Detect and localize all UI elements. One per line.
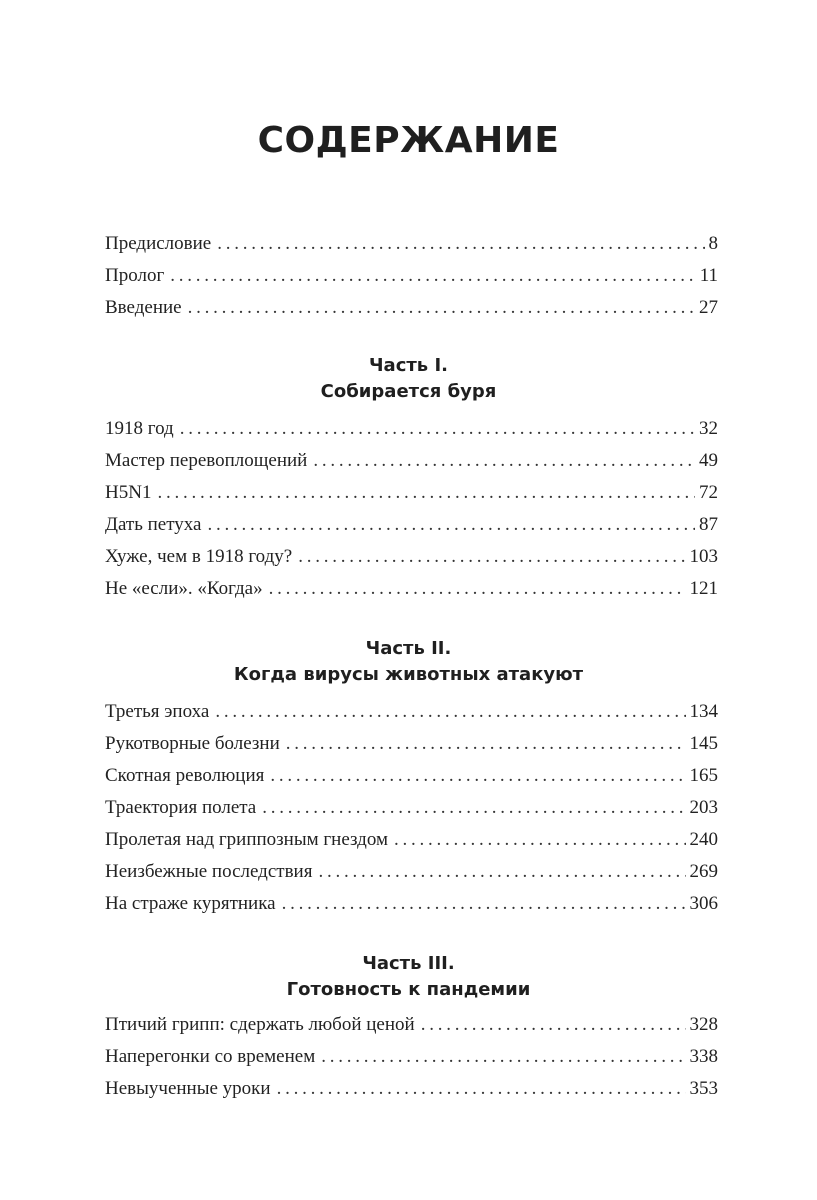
toc-entry-label: Мастер перевоплощений (105, 450, 308, 471)
toc-leader-dots (270, 765, 685, 787)
toc-entry (105, 1078, 718, 1110)
toc-entry-page: 328 (689, 1014, 718, 1035)
toc-entry-page: 103 (689, 546, 718, 567)
toc-entry (105, 829, 718, 861)
toc-leader-dots (277, 1078, 686, 1100)
toc-entry-label: Траектория полета (105, 797, 257, 818)
toc-entry-label: Предисловие (105, 233, 212, 254)
toc-entry-page: 121 (689, 578, 718, 599)
toc-part-1-section (105, 418, 718, 610)
toc-entry (105, 233, 718, 265)
part-name: Готовность к пандемии (286, 979, 531, 1000)
toc-entry-page: 11 (699, 265, 718, 286)
toc-entry-page: 8 (708, 233, 718, 254)
toc-entry-label: Пролог (105, 265, 165, 286)
part-name: Собирается буря (320, 381, 497, 402)
toc-entry-label: Не «если». «Когда» (105, 578, 263, 599)
toc-entry-page: 27 (699, 297, 718, 318)
toc-entry-page: 269 (689, 861, 718, 882)
toc-leader-dots (286, 733, 686, 755)
toc-entry-label: На страже курятника (105, 893, 276, 914)
part-name: Когда вирусы животных атакуют (233, 664, 584, 685)
toc-entry-label: Невыученные уроки (105, 1078, 271, 1099)
toc-entry-label: Дать петуха (105, 514, 202, 535)
toc-entry-label: H5N1 (105, 482, 152, 503)
toc-leader-dots (157, 482, 695, 504)
toc-leader-dots (180, 418, 695, 440)
toc-leader-dots (217, 233, 704, 255)
toc-entry-page: 49 (699, 450, 718, 471)
toc-leader-dots (207, 514, 695, 536)
toc-entry-label: Скотная революция (105, 765, 265, 786)
toc-entry (105, 482, 718, 514)
toc-part-3-section (105, 1014, 718, 1110)
toc-entry (105, 765, 718, 797)
toc-intro-section (105, 233, 718, 329)
toc-entry-label: Хуже, чем в 1918 году? (105, 546, 293, 567)
toc-leader-dots (188, 297, 695, 319)
toc-entry-page: 32 (699, 418, 718, 439)
toc-entry-label: 1918 год (105, 418, 174, 439)
toc-entry (105, 733, 718, 765)
part-number: Часть II. (365, 638, 452, 659)
toc-entry (105, 1046, 718, 1078)
part-number: Часть III. (362, 953, 455, 974)
toc-entry-label: Рукотворные болезни (105, 733, 280, 754)
part-heading (0, 951, 817, 1003)
toc-entry (105, 578, 718, 610)
toc-leader-dots (394, 829, 686, 851)
toc-entry-page: 240 (689, 829, 718, 850)
toc-entry-page: 203 (689, 797, 718, 818)
part-heading (0, 353, 817, 405)
toc-entry (105, 893, 718, 925)
toc-part-2-section (105, 701, 718, 925)
toc-leader-dots (269, 578, 686, 600)
toc-entry (105, 265, 718, 297)
part-number: Часть I. (369, 355, 448, 376)
toc-leader-dots (215, 701, 685, 723)
toc-entry-page: 87 (699, 514, 718, 535)
toc-entry (105, 546, 718, 578)
toc-entry (105, 1014, 718, 1046)
toc-leader-dots (170, 265, 695, 287)
toc-leader-dots (262, 797, 685, 819)
part-heading (0, 636, 817, 688)
toc-entry (105, 514, 718, 546)
toc-entry-page: 145 (689, 733, 718, 754)
toc-entry-page: 134 (689, 701, 718, 722)
toc-entry-label: Введение (105, 297, 182, 318)
toc-entry (105, 861, 718, 893)
toc-entry (105, 797, 718, 829)
toc-leader-dots (313, 450, 695, 472)
toc-entry (105, 418, 718, 450)
toc-entry-page: 306 (689, 893, 718, 914)
toc-entry-page: 72 (699, 482, 718, 503)
toc-leader-dots (321, 1046, 685, 1068)
toc-entry-page: 165 (689, 765, 718, 786)
toc-entry-page: 353 (689, 1078, 718, 1099)
toc-leader-dots (298, 546, 685, 568)
toc-leader-dots (421, 1014, 686, 1036)
toc-entry-label: Птичий грипп: сдержать любой ценой (105, 1014, 415, 1035)
toc-entry (105, 450, 718, 482)
toc-entry-label: Пролетая над гриппозным гнездом (105, 829, 388, 850)
toc-leader-dots (282, 893, 686, 915)
toc-entry-page: 338 (689, 1046, 718, 1067)
toc-entry-label: Неизбежные последствия (105, 861, 313, 882)
toc-entry-label: Наперегонки со временем (105, 1046, 316, 1067)
toc-leader-dots (318, 861, 685, 883)
page-title: СОДЕРЖАНИЕ (257, 120, 560, 161)
toc-entry-label: Третья эпоха (105, 701, 210, 722)
toc-entry (105, 701, 718, 733)
toc-entry (105, 297, 718, 329)
